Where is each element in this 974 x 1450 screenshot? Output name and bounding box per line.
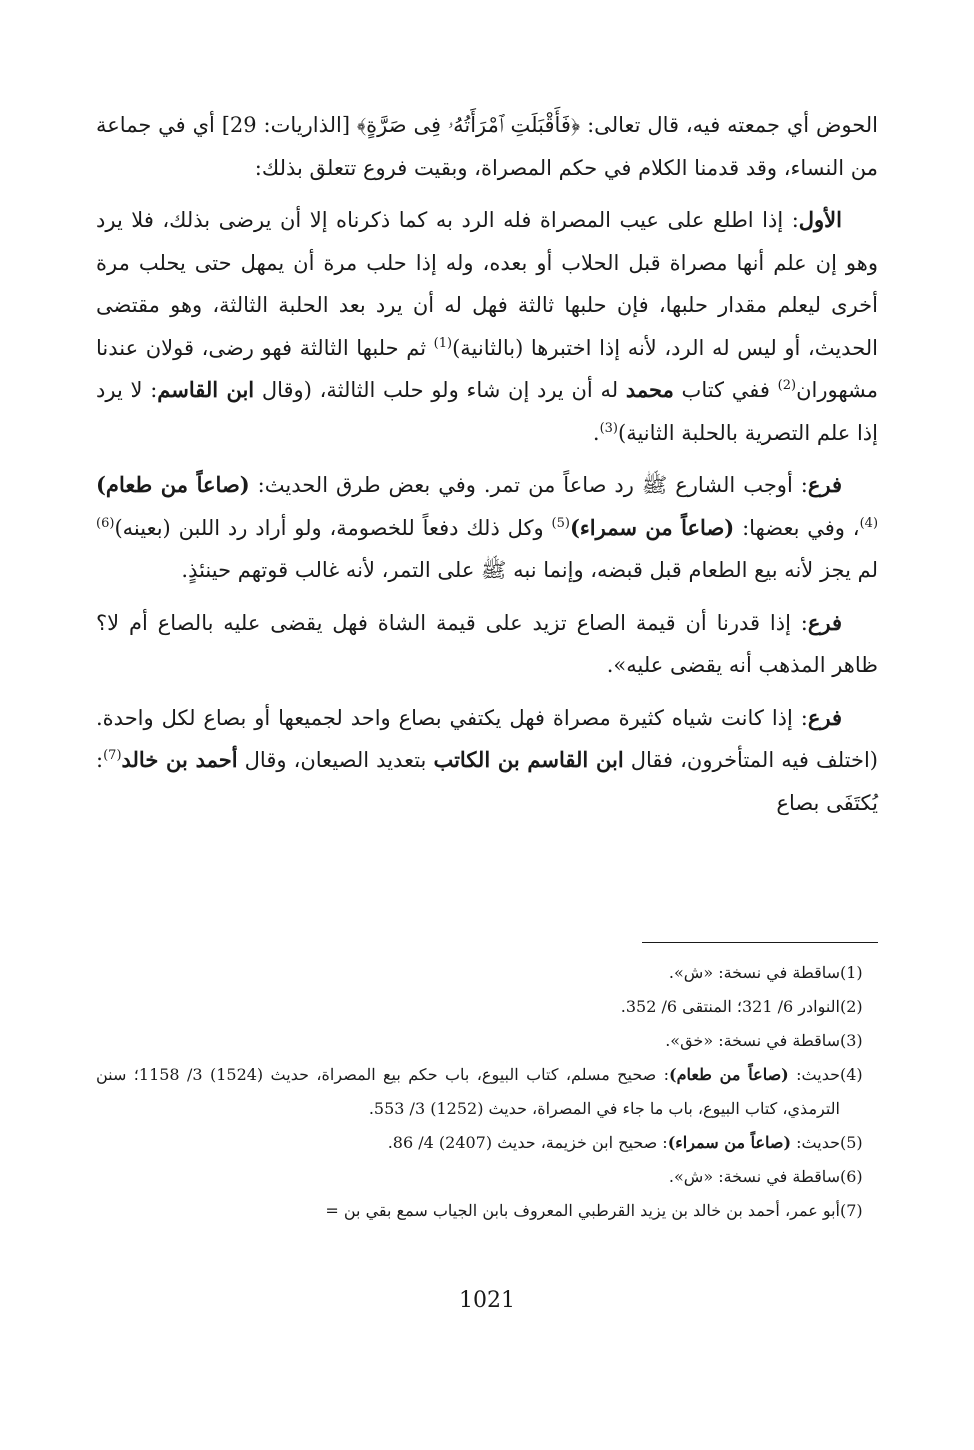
text-run: : إذا كانت شياه كثيرة مصراة فهل يكتفي بصاع واحد لجميعها أو بصاع لكل واحدة. (اختلف فيه المتأخرون، فقال xyxy=(96,705,879,772)
paragraph-far-1 xyxy=(96,464,878,592)
footnote-ref[interactable]: (6) xyxy=(96,515,115,531)
footnote-number: (6) xyxy=(840,1167,863,1186)
footnote xyxy=(96,1058,878,1126)
text-run: حديث: xyxy=(788,1065,840,1084)
text-run: ، وفي بعضها: xyxy=(734,515,860,540)
text-run: ثم حلبها الثالثة فهو رضى، قولان عندنا مشهوران xyxy=(96,335,879,402)
scholar-name: ابن القاسم xyxy=(157,377,255,402)
paragraph-far-3 xyxy=(96,697,878,825)
footnote xyxy=(96,1160,878,1194)
paragraph-continuation xyxy=(96,104,878,189)
quran-verse: ﴿فَأَقْبَلَتِ ٱمْرَأَتُهُۥ فِى صَرَّةٍ﴾ xyxy=(356,113,581,137)
text-run: : لا يرد إذا علم التصرية بالحلبة الثانية) xyxy=(96,378,878,445)
footnote-text xyxy=(96,1126,840,1160)
text-run: : أوجب الشارع ﷺ رد صاعاً من تمر. وفي بعض طرق الحديث: xyxy=(249,473,808,497)
hadith-quote: (صاعاً من سمراء) xyxy=(667,1133,792,1152)
footnote xyxy=(96,1126,878,1160)
text-run: : صحيح ابن خزيمة، حديث (2407) 4/ 86. xyxy=(387,1133,668,1152)
footnote-ref[interactable]: (2) xyxy=(777,378,797,393)
hadith-quote: (صاعاً من سمراء) xyxy=(569,514,735,540)
footnote-text: النوادر 6/ 321؛ المنتقى 6/ 352. xyxy=(620,997,840,1016)
footnote-ref[interactable]: (1) xyxy=(433,335,453,351)
footnote-ref[interactable]: (4) xyxy=(859,515,879,531)
hadith-quote: (صاعاً من طعام) xyxy=(96,472,250,497)
text-run: بتعديد الصيعان، وقال xyxy=(237,748,434,772)
text-run: الحوض أي جمعته فيه، قال تعالى: xyxy=(580,113,879,137)
text-run: له أن يرد إن شاء ولو حلب الثالثة، (وقال xyxy=(254,378,626,402)
text-run: : إذا اطلع على عيب المصراة فله الرد به كما ذكرناه إلا أن يرضى بذلك، فلا يرد وهو إن علم أنها مصراة قبل الحلاب أو بعده، وله إذا حلب مرة أن يمهل حتى يحلب مرة أخرى ليعلم مقدار حلبها، فإن حلبها ثالثة فهل له أن يرد بعد الحلبة الثالثة، وهو مقتضى الحديث، أو ليس له الرد، لأنه إذا اختبرها (بالثانية) xyxy=(96,208,878,360)
paragraph-lead: الأول xyxy=(798,207,842,232)
footnote-number: (1) xyxy=(840,963,863,982)
text-run: : إذا قدرنا أن قيمة الصاع تزيد على قيمة الشاة فهل يقضى عليه بالصاع أم لا؟ ظاهر المذهب أنه يقضى عليه». xyxy=(96,610,878,677)
footnote-number: (2) xyxy=(840,997,863,1016)
page-number: 1021 xyxy=(459,1288,515,1313)
footnote-ref[interactable]: (7) xyxy=(103,748,122,763)
footnote-separator xyxy=(642,942,878,943)
paragraph-lead: فرع xyxy=(807,609,843,635)
text-run: . xyxy=(592,420,600,445)
scholar-name: ابن القاسم بن الكاتب xyxy=(433,747,624,772)
text-run: لم يجز لأنه بيع الطعام قبل قبضه، وإنما نبه ﷺ على التمر، لأنه غالب قوتهم حينئذٍ. xyxy=(181,558,878,582)
text-run: [الذاريات: 29] أي في جماعة من النساء، وقد قدمنا الكلام في حكم المصراة، وبقيت فروع تتعلق بذلك: xyxy=(96,113,878,180)
hadith-quote: (صاعاً من طعام) xyxy=(669,1065,789,1084)
footnote-text xyxy=(96,1058,840,1126)
text-run: ففي كتاب xyxy=(673,378,778,402)
footnote xyxy=(96,1194,878,1228)
paragraph-first xyxy=(96,199,878,454)
footnote-text: ساقطة في نسخة: «ش». xyxy=(668,963,840,982)
footnote-number: (3) xyxy=(840,1031,863,1050)
footnote-text: ساقطة في نسخة: «خق». xyxy=(665,1031,840,1050)
text-run: : صحيح مسلم، كتاب البيوع، باب حكم بيع المصراة، حديث (1524) 3/ 1158؛ سنن الترمذي، كتاب البيوع، باب ما جاء في المصراة، حديث (1252) 3/ 553. xyxy=(96,1065,840,1118)
footnote-number: (5) xyxy=(840,1133,863,1152)
footnote-number: (7) xyxy=(840,1201,863,1220)
text-run: حديث: xyxy=(791,1133,840,1152)
paragraph-lead: فرع xyxy=(807,472,842,497)
scholar-name: أحمد بن خالد xyxy=(121,747,238,772)
footnote xyxy=(96,956,878,990)
scholar-name: محمد xyxy=(625,377,674,402)
footnote xyxy=(96,990,878,1024)
footnote xyxy=(96,1024,878,1058)
footnotes xyxy=(96,956,878,1228)
footnote-number: (4) xyxy=(840,1065,863,1084)
footnote-ref[interactable]: (3) xyxy=(599,420,618,436)
footnote-ref[interactable]: (5) xyxy=(551,515,570,531)
paragraph-far-2 xyxy=(96,602,878,687)
text-run: وكل ذلك دفعاً للخصومة، ولو أراد رد اللبن (بعينه) xyxy=(114,515,552,540)
main-text xyxy=(96,104,878,834)
paragraph-lead: فرع xyxy=(807,704,842,730)
footnote-text: ساقطة في نسخة: «ش». xyxy=(668,1167,840,1186)
text-run: : يُكتَفَى بصاع xyxy=(96,748,878,815)
footnote-text: أبو عمر، أحمد بن خالد بن يزيد القرطبي المعروف بابن الجياب سمع بقي بن = xyxy=(325,1201,840,1220)
